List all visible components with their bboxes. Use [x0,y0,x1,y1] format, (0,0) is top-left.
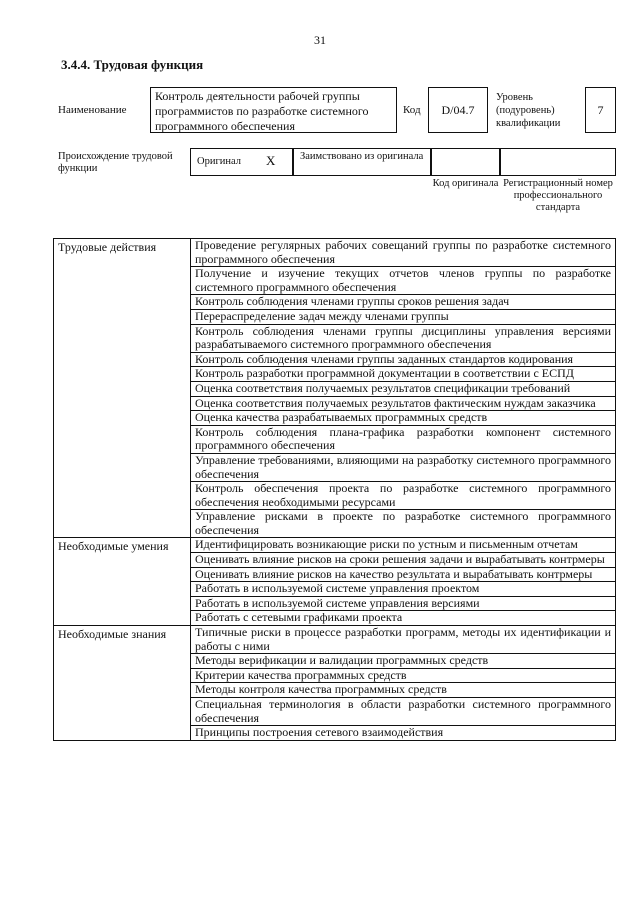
item-cell: Работать в используемой системе управления проектом [191,582,616,597]
item-cell: Получение и изучение текущих отчетов членов группы по разработке системного программного обеспечения [191,267,616,295]
function-table-body [54,239,616,741]
borrowed-label: Заимствовано из оригинала [293,148,431,176]
item-cell: Оценивать влияние рисков на сроки решения задачи и вырабатывать контрмеры [191,553,616,568]
item-cell: Методы контроля качества программных средств [191,683,616,698]
item-cell: Контроль соблюдения членами группы сроков решения задач [191,295,616,310]
item-cell: Контроль соблюдения плана-графика разработки компонент системного программного обеспечения [191,425,616,453]
function-name: Контроль деятельности рабочей группы программистов по разработке системного программного обеспечения [150,87,397,133]
item-cell: Работать в используемой системе управления версиями [191,596,616,611]
item-cell: Оценка соответствия получаемых результатов спецификации требований [191,381,616,396]
table-row [54,538,616,553]
item-cell: Оценка качества разрабатываемых программных средств [191,411,616,426]
function-table [53,238,616,741]
category-cell: Необходимые знания [54,626,191,741]
item-cell: Проведение регулярных рабочих совещаний группы по разработке системного программного обеспечения [191,239,616,267]
table-row [54,626,616,654]
name-label: Наименование [58,104,127,116]
item-cell: Оценивать влияние рисков на качество результата и вырабатывать контрмеры [191,567,616,582]
item-cell: Контроль обеспечения проекта по разработке системного программного обеспечения необходимыми ресурсами [191,482,616,510]
item-cell: Типичные риски в процессе разработки программ, методы их идентификации и работы с ними [191,626,616,654]
item-cell: Идентифицировать возникающие риски по устным и письменным отчетам [191,538,616,553]
page-number: 31 [314,33,326,47]
function-code: D/04.7 [428,87,488,133]
item-cell: Работать с сетевыми графиками проекта [191,611,616,626]
level-label: Уровень (подуровень) квалификации [496,92,561,129]
item-cell: Контроль соблюдения членами группы заданных стандартов кодирования [191,352,616,367]
item-cell: Контроль соблюдения членами группы дисциплины управления версиями разрабатываемого системного программного обеспечения [191,324,616,352]
original-label: Оригинал [197,156,241,167]
table-row [54,239,616,267]
reg-number-cell [500,148,616,176]
original-code-caption: Код оригинала [432,178,499,189]
item-cell: Критерии качества программных средств [191,668,616,683]
reg-number-caption: Регистрационный номер профессионального стандарта [503,178,613,213]
item-cell: Методы верификации и валидации программных средств [191,654,616,669]
item-cell: Оценка соответствия получаемых результатов фактическим нуждам заказчика [191,396,616,411]
category-cell: Трудовые действия [54,239,191,538]
item-cell: Специальная терминология в области разработки системного программного обеспечения [191,698,616,726]
original-code-cell [431,148,500,176]
original-mark: X [266,153,276,168]
category-cell: Необходимые умения [54,538,191,626]
item-cell: Принципы построения сетевого взаимодействия [191,726,616,741]
qualification-level: 7 [585,87,616,133]
item-cell: Управление требованиями, влияющими на разработку системного программного обеспечения [191,453,616,481]
origin-label: Происхождение трудовой функции [58,151,173,174]
item-cell: Перераспределение задач между членами группы [191,309,616,324]
item-cell: Контроль разработки программной документации в соответствии с ЕСПД [191,367,616,382]
section-title: 3.4.4. Трудовая функция [61,57,204,72]
code-label: Код [403,104,421,116]
item-cell: Управление рисками в проекте по разработке системного программного обеспечения [191,510,616,538]
